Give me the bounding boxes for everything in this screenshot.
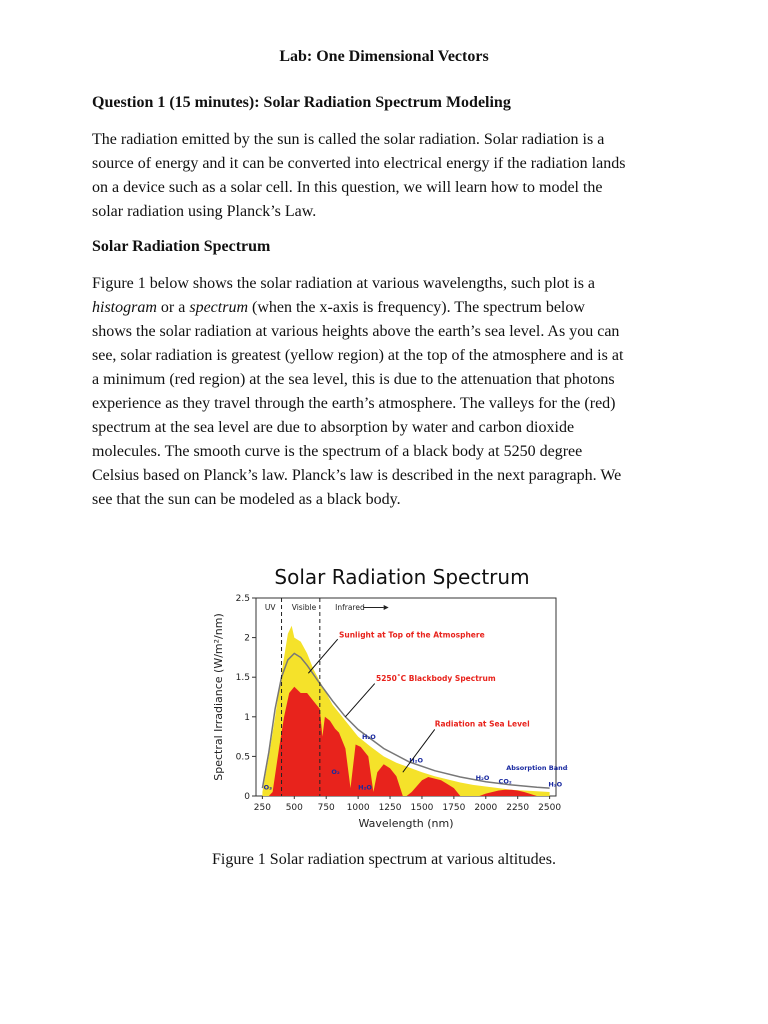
paragraph-text: (when the x-axis is frequency). The spectrum below	[248, 299, 585, 316]
x-tick-label: 2000	[474, 803, 498, 813]
region-label: Infrared	[335, 602, 365, 612]
x-tick-label: 1500	[410, 803, 434, 813]
x-tick-label: 500	[285, 803, 303, 813]
x-tick-label: 2500	[538, 803, 562, 813]
absorption-label: O₃	[263, 783, 273, 792]
paragraph-line: experience as they travel through the earth’s atmosphere. The valleys for the (red)	[92, 395, 616, 412]
x-tick-label: 1000	[346, 803, 370, 813]
x-axis-label: Wavelength (nm)	[358, 817, 454, 830]
absorption-label: O₂	[331, 767, 340, 776]
region-label: Visible	[291, 602, 317, 612]
paragraph-line: see, solar radiation is greatest (yellow region) at the top of the atmosphere and is at	[92, 347, 624, 364]
paragraph-line: molecules. The smooth curve is the spectrum of a black body at 5250 degree	[92, 443, 583, 460]
x-tick-label: 2250	[506, 803, 530, 813]
spectrum-paragraph	[92, 272, 692, 512]
emphasis-spectrum: spectrum	[189, 299, 248, 316]
solar-spectrum-chart	[208, 558, 568, 836]
section-heading: Solar Radiation Spectrum	[92, 238, 271, 255]
paragraph-line: spectrum at the sea level are due to absorption by water and carbon dioxide	[92, 419, 575, 436]
y-tick-label: 0.5	[235, 752, 250, 763]
document-title: Lab: One Dimensional Vectors	[279, 48, 489, 65]
emphasis-histogram: histogram	[92, 299, 157, 316]
y-tick-label: 1.5	[235, 673, 250, 684]
x-tick-label: 1750	[442, 803, 466, 813]
y-tick-label: 0	[244, 792, 250, 802]
paragraph-line: shows the solar radiation at various heights above the earth’s sea level. As you can	[92, 323, 620, 340]
series-annotation: Radiation at Sea Level	[434, 719, 530, 729]
series-annotation: Sunlight at Top of the Atmosphere	[338, 630, 485, 640]
y-axis-label: Spectral Irradiance (W/m²/nm)	[212, 613, 225, 781]
solar-spectrum-figure	[208, 558, 568, 836]
absorption-label: H₂O	[475, 774, 490, 783]
intro-paragraph	[92, 128, 692, 224]
series-annotation: 5250˚C Blackbody Spectrum	[376, 674, 496, 684]
absorption-label: Absorption Bands	[506, 763, 568, 772]
chart-title: Solar Radiation Spectrum	[274, 565, 530, 589]
x-tick-label: 250	[253, 803, 271, 813]
absorption-label: H₂O	[548, 780, 563, 789]
region-label: UV	[264, 602, 276, 612]
y-tick-label: 2.5	[235, 594, 250, 604]
paragraph-line: Figure 1 below shows the solar radiation at various wavelengths, such plot is a	[92, 275, 596, 292]
absorption-label: H₂O	[409, 756, 424, 765]
question-heading: Question 1 (15 minutes): Solar Radiation Spectrum Modeling	[92, 94, 511, 111]
paragraph-text: or a	[156, 299, 190, 316]
x-tick-label: 1250	[378, 803, 402, 813]
absorption-label: CO₂	[498, 777, 512, 786]
paragraph-line	[92, 296, 692, 320]
y-tick-label: 1	[244, 712, 250, 723]
y-tick-label: 2	[244, 633, 250, 644]
paragraph-line: on a device such as a solar cell. In this question, we will learn how to model the	[92, 179, 603, 196]
x-tick-label: 750	[317, 803, 335, 813]
paragraph-line: The radiation emitted by the sun is called the solar radiation. Solar radiation is a	[92, 131, 605, 148]
paragraph-line: solar radiation using Planck’s Law.	[92, 203, 317, 220]
paragraph-line: a minimum (red region) at the sea level, this is due to the attenuation that photons	[92, 371, 615, 388]
figure-caption: Figure 1 Solar radiation spectrum at various altitudes.	[212, 851, 556, 868]
absorption-label: H₂O	[361, 732, 376, 741]
paragraph-line: Celsius based on Planck’s law. Planck’s law is described in the next paragraph. We	[92, 467, 622, 484]
paragraph-line: source of energy and it can be converted into electrical energy if the radiation lands	[92, 155, 626, 172]
paragraph-line: see that the sun can be modeled as a black body.	[92, 491, 401, 508]
absorption-label: H₂O	[358, 783, 372, 792]
